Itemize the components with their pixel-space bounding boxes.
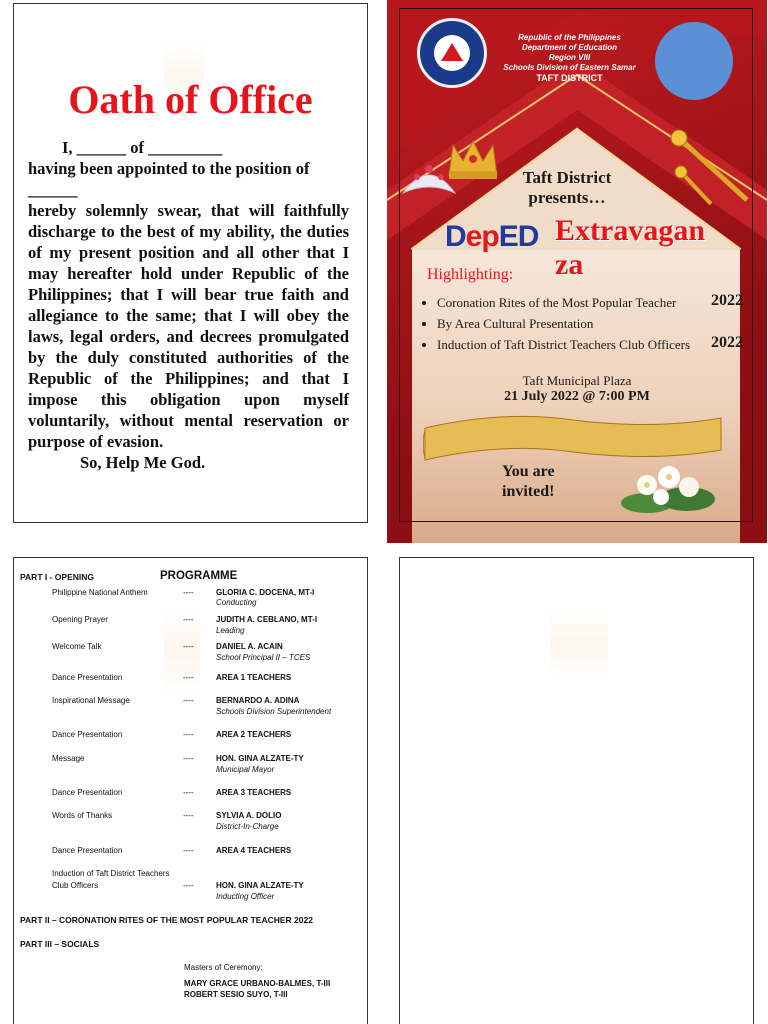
masters-of-ceremony-label: Masters of Ceremony: [184, 963, 263, 972]
oath-line-appointed: having been appointed to the position of [28, 159, 310, 178]
deped-logo-d: D [445, 220, 466, 253]
programme-dash: ---- [183, 642, 194, 651]
part-one-heading: PART I - OPENING [20, 572, 94, 582]
highlight-text: By Area Cultural Presentation [437, 316, 594, 331]
oath-body [28, 137, 349, 473]
programme-role: Leading [216, 626, 245, 635]
oath-line-name: I, ______ of _________ [62, 138, 223, 157]
programme-role: School Principal II – TCES [216, 653, 311, 662]
programme-role: Municipal Mayor [216, 765, 275, 774]
programme-person: HON. GINA ALZATE-TY [216, 881, 304, 890]
programme-role: District-In-Charge [216, 822, 279, 831]
list-item [437, 334, 747, 355]
list-item [437, 313, 747, 334]
programme-person: DANIEL A. ACAIN [216, 642, 283, 651]
programme-item: Dance Presentation [52, 846, 123, 855]
programme-item: Philippine National Anthem [52, 588, 148, 597]
header-line: Republic of the Philippines [518, 33, 621, 42]
programme-dash: ---- [183, 588, 194, 597]
oath-of-office-panel [13, 3, 368, 523]
programme-item: Dance Presentation [52, 673, 123, 682]
programme-person: HON. GINA ALZATE-TY [216, 754, 304, 763]
watermark-decoration [550, 606, 608, 678]
highlighting-label: Highlighting: [427, 266, 514, 283]
programme-item: Inspirational Message [52, 696, 130, 705]
programme-dash: ---- [183, 673, 194, 682]
programme-dash: ---- [183, 788, 194, 797]
highlight-text: Coronation Rites of the Most Popular Teacher [437, 295, 677, 310]
programme-role: Schools Division Superintendent [216, 707, 332, 716]
scepter-icon [667, 128, 757, 208]
header-line: Region VIII [548, 53, 591, 62]
programme-dash: ---- [183, 754, 194, 763]
programme-person: SYLVIA A. DOLIO [216, 811, 282, 820]
programme-person: AREA 4 TEACHERS [216, 846, 292, 855]
programme-item: Welcome Talk [52, 642, 102, 651]
blank-page-panel [399, 557, 754, 1024]
invitation-header [497, 33, 642, 83]
deped-logo-ed: ED [498, 220, 539, 253]
oath-paragraph: hereby solemnly swear, that will faithfully discharge to the best of my ability, the duties of my present position and all other that I may hereafter hold under Republic of the Philippines; that I will bear true faith and allegiance to the same; that I will obey the laws, legal orders, and decrees promulgated by the duly constituted authorities of the Republic of the Philippines; and that I impose this obligation upon myself voluntarily, without mental reservation or purpose of evasion. [28, 201, 349, 451]
programme-role: Inducting Officer [216, 892, 275, 901]
oath-title: Oath of Office [68, 77, 313, 122]
programme-dash: ---- [183, 696, 194, 705]
event-name: Extravaganza [555, 214, 705, 281]
oath-line-position-blank: ______ [28, 180, 78, 199]
programme-person: GLORIA C. DOCENA, MT-I [216, 588, 315, 597]
presents-line: presents… [528, 188, 606, 207]
programme-person: AREA 3 TEACHERS [216, 788, 292, 797]
header-line: Department of Education [521, 43, 618, 52]
event-date: 21 July 2022 @ 7:00 PM [504, 389, 650, 404]
programme-item: Induction of Taft District Teachers [52, 869, 170, 878]
part-two-heading: PART II – CORONATION RITES OF THE MOST POPULAR TEACHER 2022 [20, 915, 313, 925]
highlight-year: 2022 [711, 334, 743, 351]
mc-name: MARY GRACE URBANO-BALMES, T-III [184, 979, 331, 988]
presents-text [487, 168, 647, 208]
oath-closing: So, Help Me God. [80, 453, 206, 472]
highlight-year: 2022 [711, 292, 743, 309]
programme-dash: ---- [183, 811, 194, 820]
programme-title: PROGRAMME [160, 570, 238, 582]
invitation-panel [387, 0, 767, 543]
division-seal-logo [417, 18, 487, 88]
deped-logo-ep: ep [465, 220, 499, 253]
programme-dash: ---- [183, 615, 194, 624]
watermark-decoration [164, 606, 200, 696]
programme-person: JUDITH A. CEBLANO, MT-I [216, 615, 318, 624]
masters-of-ceremony-names [184, 978, 330, 1000]
programme-person: AREA 1 TEACHERS [216, 673, 292, 682]
mc-name: ROBERT SESIO SUYO, T-III [184, 990, 288, 999]
invited-text: You are invited! [502, 463, 555, 496]
header-district: TAFT DISTRICT [536, 73, 603, 83]
programme-item: Dance Presentation [52, 730, 123, 739]
venue-text: Taft Municipal Plaza [522, 373, 632, 388]
photo-placeholder [655, 22, 733, 100]
programme-item: Dance Presentation [52, 788, 123, 797]
flowers-decoration [617, 455, 717, 517]
presents-line: Taft District [522, 168, 612, 187]
highlight-text: Induction of Taft District Teachers Club Officers [437, 337, 691, 352]
programme-panel [13, 557, 368, 1024]
part-three-heading: PART III – SOCIALS [20, 939, 100, 949]
deped-logo [445, 220, 538, 254]
programme-person: BERNARDO A. ADINA [216, 696, 300, 705]
programme-item: Message [52, 754, 85, 763]
highlights-list [421, 292, 747, 355]
list-item [437, 292, 747, 313]
programme-dash: ---- [183, 730, 194, 739]
programme-role: Conducting [216, 598, 257, 607]
programme-dash: ---- [183, 881, 194, 890]
programme-item: Opening Prayer [52, 615, 109, 624]
programme-item: Club Officers [52, 881, 99, 890]
event-venue [467, 373, 687, 405]
header-line: Schools Division of Eastern Samar [503, 63, 636, 72]
programme-item: Words of Thanks [52, 811, 113, 820]
programme-person: AREA 2 TEACHERS [216, 730, 292, 739]
programme-dash: ---- [183, 846, 194, 855]
